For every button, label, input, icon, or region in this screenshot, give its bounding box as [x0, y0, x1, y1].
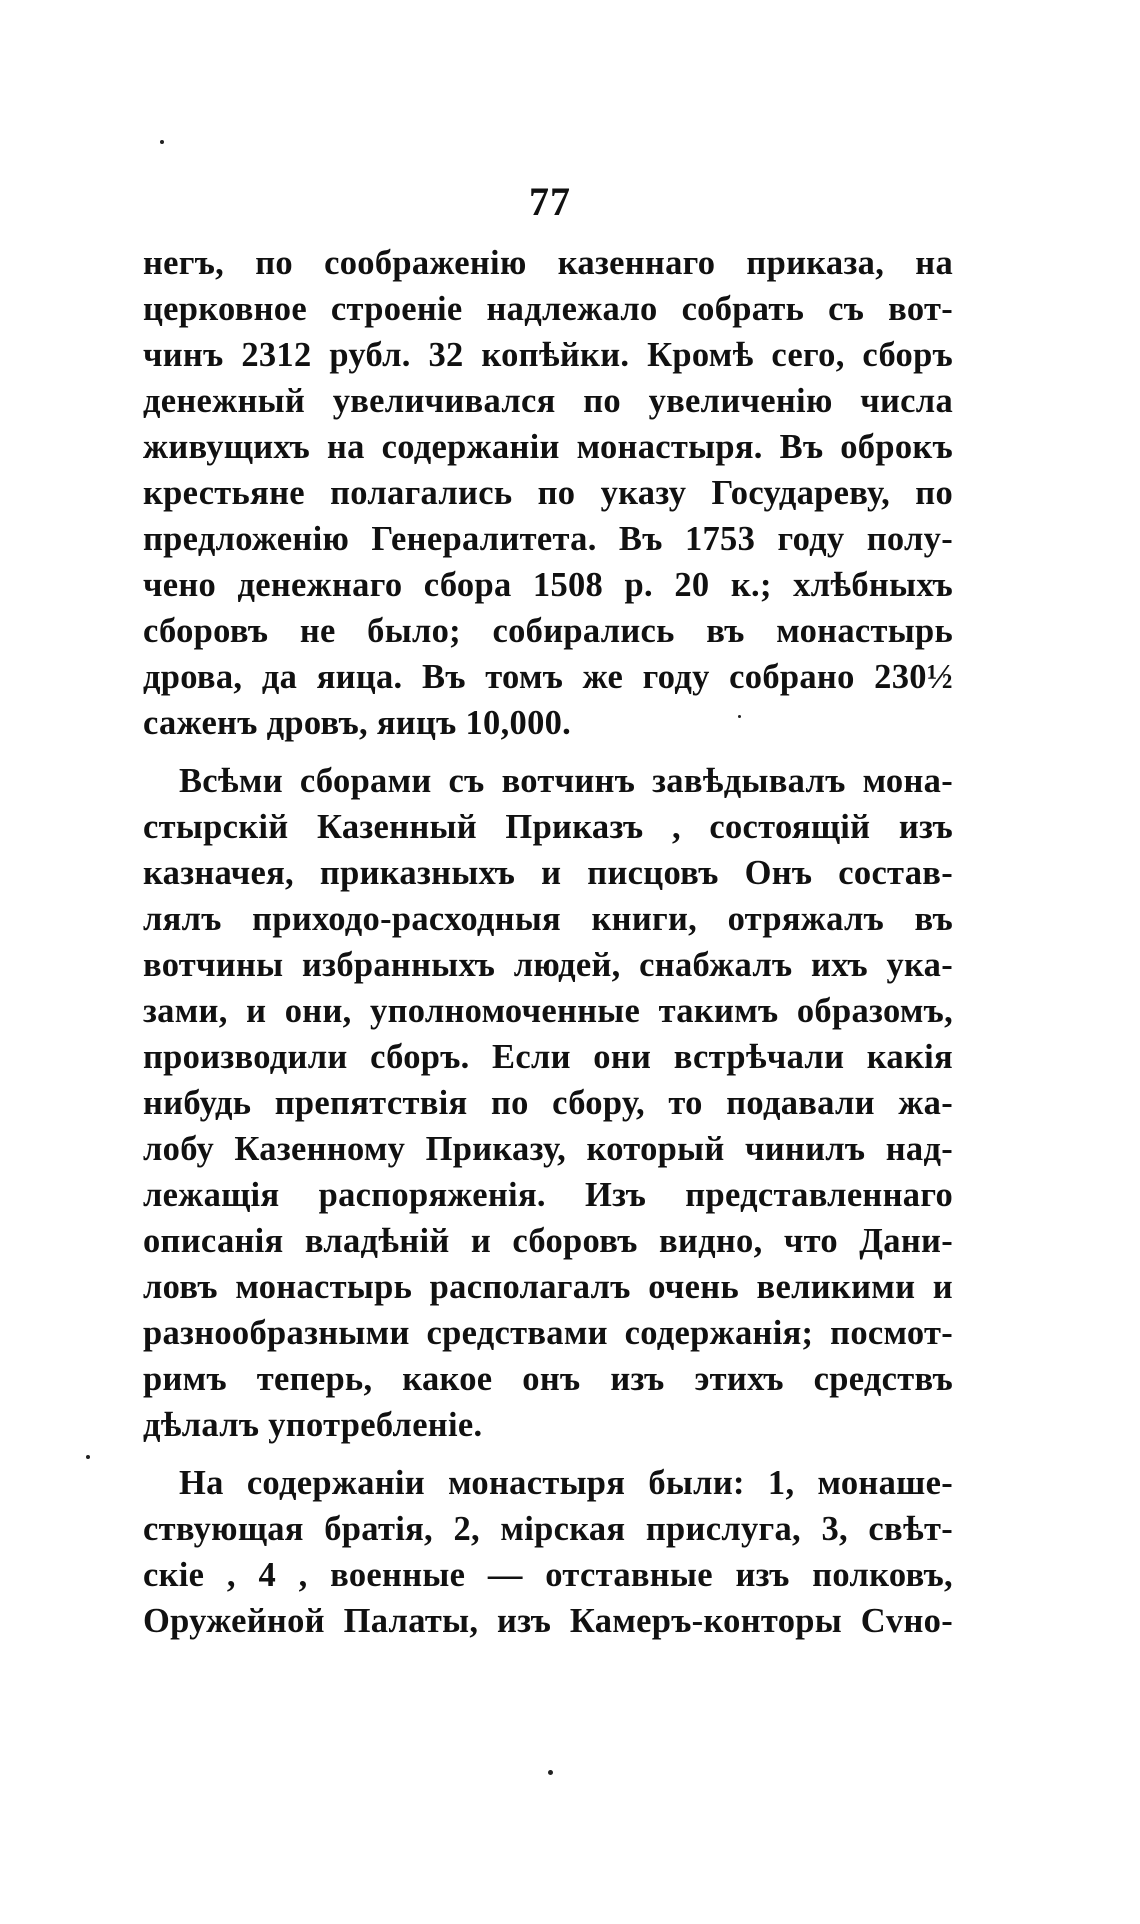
text-line: дѣлалъ употребленіе. — [143, 1406, 483, 1444]
text-line: крестьяне полагались по указу Государеву, по — [143, 474, 953, 512]
print-speck — [548, 1770, 553, 1775]
text-line: ловъ монастырь располагалъ очень великими и — [143, 1268, 953, 1306]
body-text — [143, 240, 953, 1644]
text-line: Оружейной Палаты, изъ Камеръ-конторы Сvно- — [143, 1602, 953, 1640]
text-line: производили сборъ. Если они встрѣчали какія — [143, 1038, 953, 1076]
text-line: чинъ 2312 рубл. 32 копѣйки. Кромѣ сего, сборъ — [143, 336, 953, 374]
print-speck — [86, 1455, 90, 1459]
paragraph-2 — [143, 758, 953, 1448]
text-line: негъ, по соображенію казеннаго приказа, на — [143, 244, 953, 282]
text-line: Всѣми сборами съ вотчинъ завѣдывалъ мона- — [179, 762, 953, 800]
text-line: На содержаніи монастыря были: 1, монаше- — [179, 1464, 953, 1502]
text-line: ствующая братія, 2, мірская прислуга, 3, свѣт- — [143, 1510, 953, 1548]
text-line: лялъ приходо-расходныя книги, отряжалъ въ — [143, 900, 953, 938]
text-line: денежный увеличивался по увеличенію числа — [143, 382, 953, 420]
text-line: дрова, да яица. Въ томъ же году собрано 230½ — [143, 658, 953, 696]
text-line: описанія владѣній и сборовъ видно, что Дани- — [143, 1222, 953, 1260]
text-line: казначея, приказныхъ и писцовъ Онъ состав- — [143, 854, 953, 892]
text-line: римъ теперь, какое онъ изъ этихъ средствъ — [143, 1360, 953, 1398]
text-line: разнообразными средствами содержанія; посмот- — [143, 1314, 953, 1352]
print-speck — [160, 140, 164, 144]
text-line: нибудь препятствія по сбору, то подавали жа- — [143, 1084, 953, 1122]
text-line: чено денежнаго сбора 1508 р. 20 к.; хлѣбныхъ — [143, 566, 953, 604]
text-line: саженъ дровъ, яицъ 10,000. — [143, 704, 572, 742]
print-speck — [738, 715, 741, 718]
text-line: скіе , 4 , военные — отставные изъ полковъ, — [143, 1556, 953, 1594]
text-line: вотчины избранныхъ людей, снабжалъ ихъ ука- — [143, 946, 953, 984]
text-line: церковное строеніе надлежало собрать съ вот- — [143, 290, 953, 328]
text-line: сборовъ не было; собирались въ монастырь — [143, 612, 953, 650]
page-number: 77 — [529, 179, 571, 224]
text-line: живущихъ на содержаніи монастыря. Въ оброкъ — [143, 428, 953, 466]
text-line: лобу Казенному Приказу, который чинилъ над- — [143, 1130, 953, 1168]
text-line: лежащія распоряженія. Изъ представленнаго — [143, 1176, 953, 1214]
paragraph-1 — [143, 240, 953, 746]
text-line: зами, и они, уполномоченные такимъ образомъ, — [143, 992, 953, 1030]
text-line: предложенію Генералитета. Въ 1753 году полу- — [143, 520, 953, 558]
text-line: стырскій Казенный Приказъ , состоящій изъ — [143, 808, 953, 846]
paragraph-3 — [143, 1460, 953, 1644]
